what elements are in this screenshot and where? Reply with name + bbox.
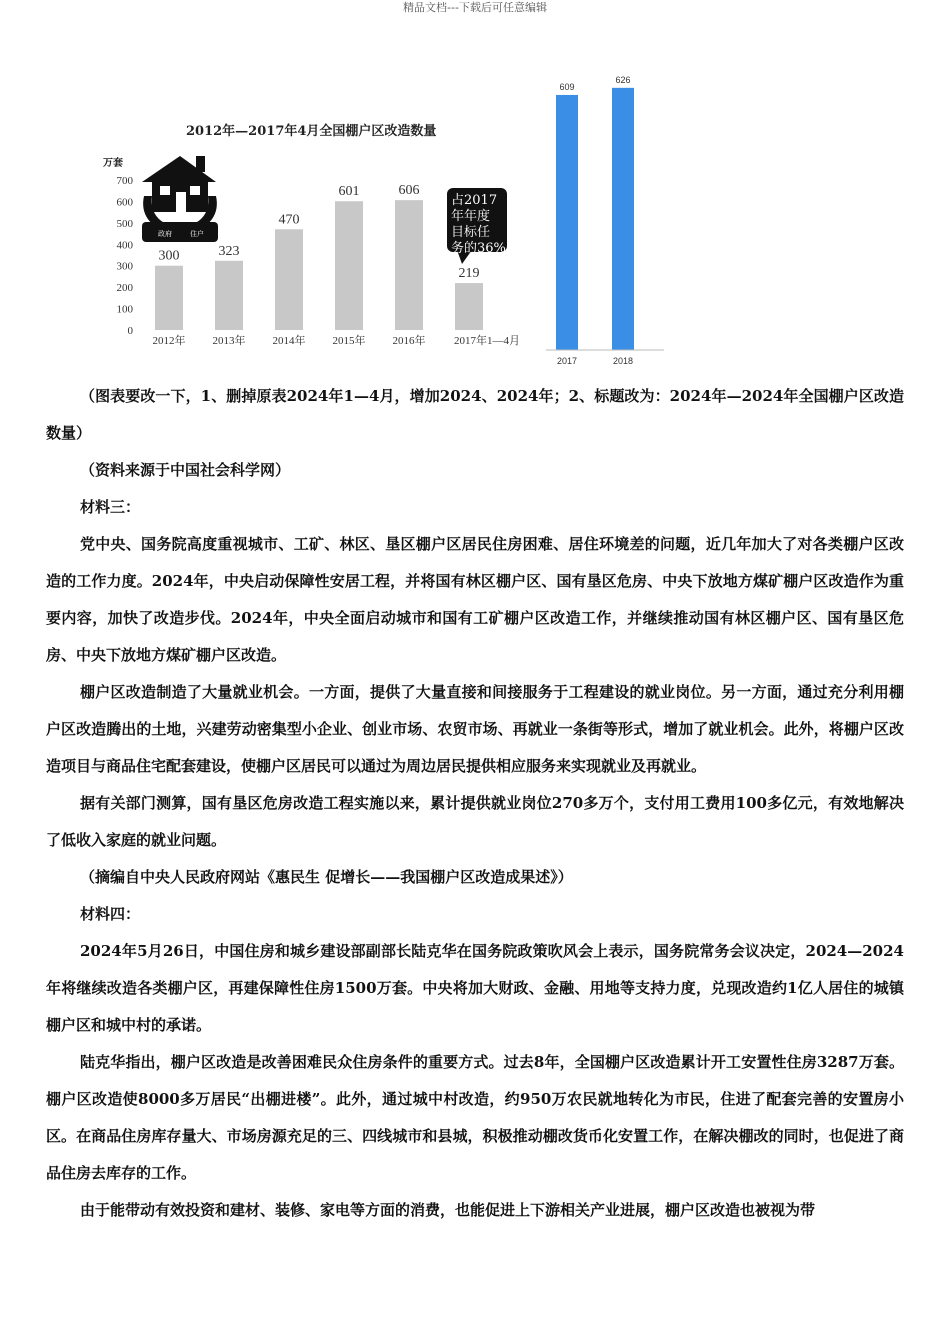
bar-value-label: 470 xyxy=(278,212,300,228)
paragraph: 由于能带动有效投资和建材、装修、家电等方面的消费，也能促进上下游相关产业进展，棚户区改造也被视为带 xyxy=(80,1201,816,1219)
category-labels xyxy=(153,333,521,347)
callout-line: 目标任 xyxy=(451,225,491,240)
paragraph: （图表要改一下，1、删掉原表2024年1—4月，增加2024、2024年；2、标题改为：2024年—2024年全国棚户区改造数量） xyxy=(46,387,904,442)
page-header: 精品文档---下载后可任意编辑 xyxy=(403,1,547,14)
category-label: 2014年 xyxy=(272,335,306,347)
paragraph: 材料三： xyxy=(80,498,141,516)
paragraph: （摘编自中央人民政府网站《惠民生 促增长——我国棚户区改造成果述》） xyxy=(80,868,573,886)
category-label: 2017 xyxy=(556,356,578,366)
y-tick-label: 700 xyxy=(116,175,133,187)
category-label: 2017年1—4月 xyxy=(454,335,520,347)
annotation-callout xyxy=(447,188,507,264)
bar-value-label: 300 xyxy=(158,248,180,264)
category-label: 2018 xyxy=(612,356,634,366)
y-tick-label: 100 xyxy=(116,303,133,316)
document-body xyxy=(46,378,904,1229)
category-label: 2016年 xyxy=(392,335,426,347)
paragraph: 棚户区改造制造了大量就业机会。一方面，提供了大量直接和间接服务于工程建设的就业岗位。另一方面，通过充分利用棚户区改造腾出的土地，兴建劳动密集型小企业、创业市场、农贸市场、再就业一条街等形式，增加了就业机会。此外，将棚户区改造项目与商品住宅配套建设，使棚户区居民可以通过为周边居民提供相应服务来实现就业及再就业。 xyxy=(46,683,904,775)
y-axis-unit: 万套 xyxy=(103,158,123,169)
y-axis-ticks xyxy=(117,175,134,337)
y-tick-label: 200 xyxy=(116,282,133,295)
bar xyxy=(275,229,303,330)
y-tick-label: 400 xyxy=(116,239,133,252)
bar xyxy=(612,88,634,350)
bar-value-label: 606 xyxy=(398,183,420,199)
category-label: 2013年 xyxy=(212,335,246,347)
y-tick-label: 0 xyxy=(127,325,133,337)
paragraph: 陆克华指出，棚户区改造是改善困难民众住房条件的重要方式。过去8年，全国棚户区改造累计开工安置性住房3287万套。棚户区改造使8000多万居民“出棚进楼”。此外，通过城中村改造，约950万农民就地转化为市民，住进了配套完善的安置房小区。在商品住房库存量大、市场房源充足的三、四线城市和县城，积极推动棚改货币化安置工作，在解决棚改的同时，也促进了商品住房去库存的工作。 xyxy=(46,1053,904,1182)
paragraph: 材料四： xyxy=(80,905,141,923)
paragraph: 党中央、国务院高度重视城市、工矿、林区、垦区棚户区居民住房困难、居住环境差的问题，近几年加大了对各类棚户区改造的工作力度。2024年，中央启动保障性安居工程，并将国有林区棚户区、国有垦区危房、中央下放地方煤矿棚户区改造作为重要内容，加快了改造步伐。2024年，中央全面启动城市和国有工矿棚户区改造工作，并继续推动国有林区棚户区、国有垦区危房、中央下放地方煤矿棚户区改造。 xyxy=(46,535,904,664)
bar-value-label: 219 xyxy=(458,266,480,282)
bar xyxy=(335,201,363,330)
paragraph: 2024年5月26日，中国住房和城乡建设部副部长陆克华在国务院政策吹风会上表示，国务院常务会议决定，2024—2024年将继续改造各类棚户区，再建保障性住房1500万套。中央将加大财政、金融、用地等支持力度，兑现改造约1亿人居住的城镇棚户区和城中村的承诺。 xyxy=(46,942,904,1034)
house-logo-icon xyxy=(142,156,218,242)
chart-title: 2012年—2017年4月全国棚户区改造数量 xyxy=(186,124,437,139)
paragraph: 据有关部门测算，国有垦区危房改造工程实施以来，累计提供就业岗位270多万个，支付用工费用100多亿元，有效地解决了低收入家庭的就业问题。 xyxy=(46,794,904,849)
bar xyxy=(215,261,243,330)
bar-chart xyxy=(0,74,950,375)
bar xyxy=(556,95,578,350)
bar-value-label: 601 xyxy=(338,184,360,200)
bar-value-label: 626 xyxy=(615,74,631,85)
y-tick-label: 500 xyxy=(116,217,133,230)
bar-value-label: 609 xyxy=(559,81,575,92)
category-label: 2012年 xyxy=(152,335,186,347)
second-bars-group xyxy=(546,75,664,350)
chart-figure xyxy=(0,74,950,375)
logo-left-text: 政府 xyxy=(158,230,172,238)
bar xyxy=(155,266,183,330)
bar xyxy=(455,283,483,330)
callout-line: 占2017 xyxy=(451,193,498,208)
bar xyxy=(395,200,423,330)
callout-line: 务的36% xyxy=(451,241,506,256)
y-tick-label: 600 xyxy=(116,196,133,209)
y-tick-label: 300 xyxy=(116,260,133,273)
category-label: 2015年 xyxy=(332,335,366,347)
paragraph: （资料来源于中国社会科学网） xyxy=(80,461,291,479)
callout-line: 年年度 xyxy=(451,209,491,224)
second-category-labels xyxy=(557,356,633,366)
logo-right-text: 住户 xyxy=(190,230,204,238)
bar-value-label: 323 xyxy=(218,243,240,259)
